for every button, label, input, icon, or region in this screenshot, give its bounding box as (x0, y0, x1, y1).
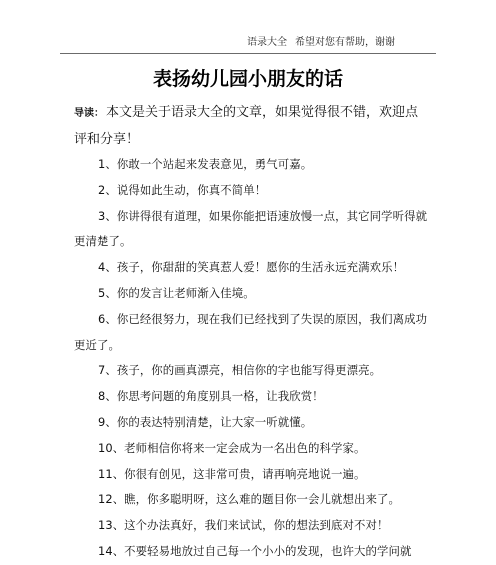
intro-label: 导读： (74, 108, 104, 119)
praise-list (0, 152, 496, 565)
list-item: 13、这个办法真好，我们来试试，你的想法到底对不对！ (98, 518, 389, 533)
list-item: 8、你思考问题的角度别具一格，让我欣赏！ (98, 389, 324, 404)
list-item: 6、你已经很努力，现在我们已经找到了失误的原因，我们离成功更近了。 (74, 311, 428, 352)
list-item: 2、说得如此生动，你真不简单！ (98, 182, 267, 197)
list-item: 5、你的发言让老师渐入佳境。 (98, 285, 255, 300)
list-item: 10、老师相信你将来一定会成为一名出色的科学家。 (98, 440, 366, 455)
intro-paragraph (74, 100, 430, 153)
header-left-text: 语录大全 (247, 37, 287, 48)
list-item: 9、你的表达特别清楚，让大家一听就懂。 (98, 414, 313, 429)
list-item: 11、你很有创见，这非常可贵，请再响亮地说一遍。 (98, 466, 366, 481)
header-divider (60, 53, 436, 54)
list-item: 3、你讲得很有道理，如果你能把语速放慢一点，其它同学听得就更清楚了。 (74, 208, 428, 249)
header-note (247, 37, 395, 49)
list-item: 12、瞧，你多聪明呀，这么难的题目你一会儿就想出来了。 (98, 492, 400, 507)
list-item: 14、不要轻易地放过自己每一个小小的发现，也许大的学问就 (98, 543, 412, 558)
list-item: 1、你敢一个站起来发表意见，勇气可嘉。 (98, 157, 313, 171)
page-title: 表扬幼儿园小朋友的话 (152, 68, 343, 90)
list-item: 7、孩子，你的画真漂亮，相信你的字也能写得更漂亮。 (98, 363, 382, 378)
intro-text: 本文是关于语录大全的文章，如果觉得很不错，欢迎点评和分享！ (74, 105, 419, 147)
header-right-text: 希望对您有帮助，谢谢 (295, 37, 395, 48)
list-item: 4、孩子，你甜甜的笑真惹人爱！愿你的生活永远充满欢乐！ (98, 260, 405, 275)
